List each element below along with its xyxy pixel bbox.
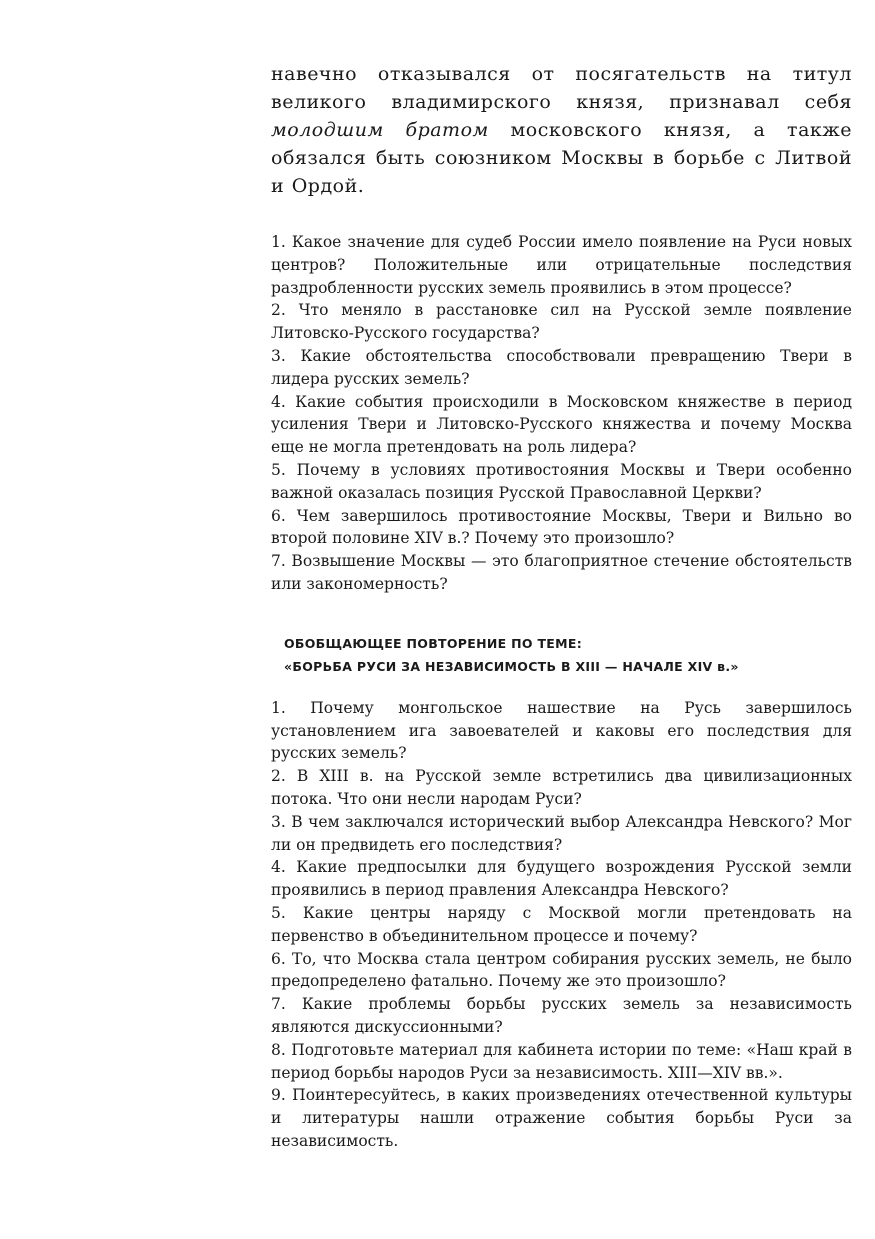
review-question-item: 5. Какие центры наряду с Москвой могли претендовать на первенство в объединительном процессе и почему? xyxy=(271,903,852,945)
question-item: 1. Какое значение для судеб России имело появление на Руси новых центров? Положительные или отрицательные последствия раздробленности русских земель проявились в этом процессе? xyxy=(271,233,852,297)
intro-emphasis: молодшим братом xyxy=(271,119,489,141)
question-item: 7. Возвышение Москвы — это благоприятное стечение обстоятельств или закономерность? xyxy=(271,552,852,593)
page-content xyxy=(271,60,852,1153)
intro-text-part2: московского князя, а также обязался быть союзником Москвы в борьбе с Литвой и Ордой. xyxy=(271,119,852,197)
question-item: 4. Какие события происходили в Московском княжестве в период усиления Твери и Литовско-Русского княжества и почему Москва еще не могла претендовать на роль лидера? xyxy=(271,392,852,457)
question-item: 2. Что меняло в расстановке сил на Русской земле появление Литовско-Русского государства? xyxy=(271,301,852,343)
review-question-item: 1. Почему монгольское нашествие на Русь завершилось установлением ига завоевателей и каковы его последствия для русских земель? xyxy=(271,698,852,763)
review-question-item: 7. Какие проблемы борьбы русских земель за независимость являются дискуссионными? xyxy=(271,995,852,1036)
review-question-item: 2. В XIII в. на Русской земле встретились два цивилизационных потока. Что они несли народам Руси? xyxy=(271,767,852,808)
intro-text-part1: навечно отказывался от посягательств на титул великого владимирского князя, признавал себя xyxy=(271,63,852,113)
review-question-item: 3. В чем заключался исторический выбор Александра Невского? Мог ли он предвидеть его последствия? xyxy=(271,812,852,854)
review-section-heading xyxy=(284,632,852,678)
chapter-questions-list xyxy=(271,231,852,596)
question-item: 3. Какие обстоятельства способствовали превращению Твери в лидера русских земель? xyxy=(271,346,852,388)
review-questions-list xyxy=(271,697,852,1153)
intro-paragraph xyxy=(271,60,852,200)
review-question-item: 4. Какие предпосылки для будущего возрождения Русской земли проявились в период правления Александра Невского? xyxy=(271,858,852,900)
review-question-item: 8. Подготовьте материал для кабинета истории по теме: «Наш край в период борьбы народов Руси за независимость. XIII—XIV вв.». xyxy=(271,1040,852,1082)
question-item: 6. Чем завершилось противостояние Москвы, Твери и Вильно во второй половине XIV в.? Почему это произошло? xyxy=(271,506,852,548)
review-heading-line-1: ОБОБЩАЮЩЕЕ ПОВТОРЕНИЕ ПО ТЕМЕ: xyxy=(284,635,582,651)
review-heading-line-2: «БОРЬБА РУСИ ЗА НЕЗАВИСИМОСТЬ В XIII — НАЧАЛЕ XIV в.» xyxy=(284,658,739,674)
review-question-item: 6. То, что Москва стала центром собирания русских земель, не было предопределено фатально. Почему же это произошло? xyxy=(271,949,852,991)
question-item: 5. Почему в условиях противостояния Москвы и Твери особенно важной оказалась позиция Русской Православной Церкви? xyxy=(271,460,852,502)
review-question-item: 9. Поинтересуйтесь, в каких произведениях отечественной культуры и литературы нашли отражение события борьбы Руси за независимость. xyxy=(271,1086,852,1150)
